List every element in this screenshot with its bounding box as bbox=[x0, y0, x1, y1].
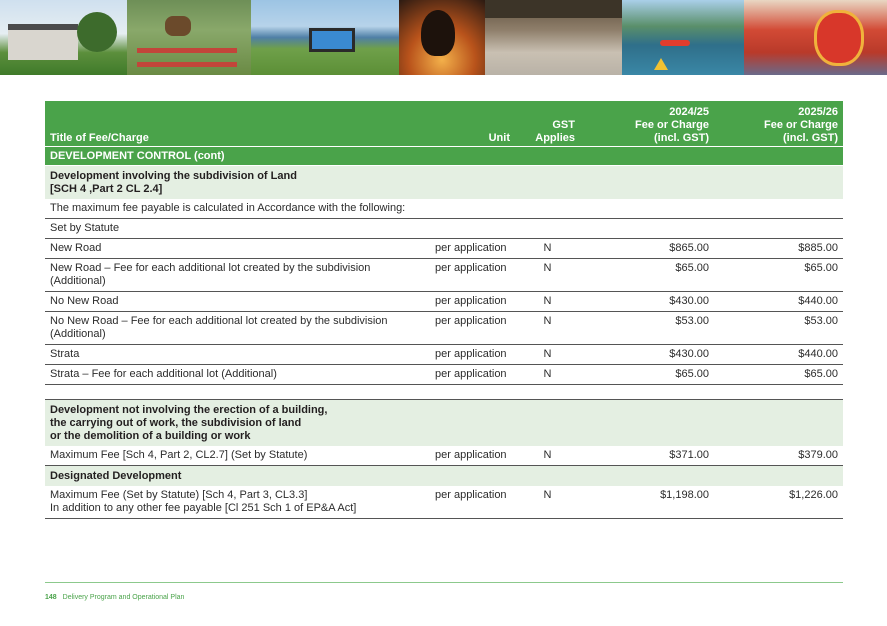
fee-title: Strata – Fee for each additional lot (Additional) bbox=[45, 365, 430, 385]
kookaburra-photo bbox=[399, 0, 485, 75]
table-row bbox=[45, 345, 843, 365]
table-row bbox=[45, 239, 843, 259]
fee-unit: per application bbox=[430, 239, 515, 259]
table-row bbox=[45, 259, 843, 292]
fee-2024-25: $865.00 bbox=[580, 239, 714, 259]
table-row bbox=[45, 486, 843, 519]
fee-title: New Road – Fee for each additional lot created by the subdivision (Additional) bbox=[45, 259, 430, 292]
fee-gst: N bbox=[515, 345, 580, 365]
table-header-row bbox=[45, 101, 843, 147]
fee-unit: per application bbox=[430, 446, 515, 466]
fee-gst: N bbox=[515, 365, 580, 385]
subheading-row bbox=[45, 466, 843, 487]
table-row bbox=[45, 219, 843, 239]
table-row bbox=[45, 312, 843, 345]
non-building-heading: Development not involving the erection of a building, the carrying out of work, the subdivision of land or the demolition of a building or work bbox=[45, 400, 843, 447]
fee-2025-26: $440.00 bbox=[714, 345, 843, 365]
fee-title: Maximum Fee (Set by Statute) [Sch 4, Part 3, CL3.3] In addition to any other fee payable [Cl 251 Sch 1 of EP&A Act] bbox=[45, 486, 430, 519]
col-header-title: Title of Fee/Charge bbox=[45, 101, 430, 147]
fee-2024-25: $53.00 bbox=[580, 312, 714, 345]
lion-dance-photo bbox=[744, 0, 887, 75]
header-photo-banner bbox=[0, 0, 887, 75]
subdivision-note: The maximum fee payable is calculated in Accordance with the following: bbox=[45, 199, 843, 219]
fee-title: Strata bbox=[45, 345, 430, 365]
fee-unit: per application bbox=[430, 345, 515, 365]
section-heading: DEVELOPMENT CONTROL (cont) bbox=[45, 147, 843, 166]
fee-2024-25: $65.00 bbox=[580, 259, 714, 292]
fee-gst: N bbox=[515, 486, 580, 519]
subdivision-statute: Set by Statute bbox=[45, 219, 843, 239]
fee-2025-26: $440.00 bbox=[714, 292, 843, 312]
fee-2024-25: $371.00 bbox=[580, 446, 714, 466]
subdivision-heading: Development involving the subdivision of Land [SCH 4 ,Part 2 CL 2.4] bbox=[45, 166, 843, 200]
subheading-row bbox=[45, 166, 843, 200]
table-row bbox=[45, 446, 843, 466]
col-header-fee-2025-26: 2025/26 Fee or Charge (incl. GST) bbox=[714, 101, 843, 147]
fee-2025-26: $885.00 bbox=[714, 239, 843, 259]
community-centre-photo bbox=[0, 0, 127, 75]
fee-gst: N bbox=[515, 446, 580, 466]
fee-gst: N bbox=[515, 259, 580, 292]
col-header-fee-2024-25: 2024/25 Fee or Charge (incl. GST) bbox=[580, 101, 714, 147]
fee-2024-25: $430.00 bbox=[580, 345, 714, 365]
designated-heading: Designated Development bbox=[45, 466, 843, 487]
fee-2025-26: $1,226.00 bbox=[714, 486, 843, 519]
fee-2024-25: $65.00 bbox=[580, 365, 714, 385]
col-header-gst: GST Applies bbox=[515, 101, 580, 147]
outdoor-yoga-photo bbox=[251, 0, 399, 75]
fee-unit: per application bbox=[430, 312, 515, 345]
fee-2025-26: $379.00 bbox=[714, 446, 843, 466]
table-row bbox=[45, 199, 843, 219]
page-number: 148 bbox=[45, 594, 57, 601]
fee-unit: per application bbox=[430, 292, 515, 312]
section-heading-row bbox=[45, 147, 843, 166]
fee-title: New Road bbox=[45, 239, 430, 259]
fee-title: No New Road – Fee for each additional lot created by the subdivision (Additional) bbox=[45, 312, 430, 345]
document-title: Delivery Program and Operational Plan bbox=[62, 594, 185, 601]
fee-unit: per application bbox=[430, 365, 515, 385]
fee-2025-26: $65.00 bbox=[714, 259, 843, 292]
fee-unit: per application bbox=[430, 486, 515, 519]
page-footer bbox=[45, 594, 184, 601]
col-header-unit: Unit bbox=[430, 101, 515, 147]
fee-2024-25: $1,198.00 bbox=[580, 486, 714, 519]
fee-2025-26: $53.00 bbox=[714, 312, 843, 345]
fee-2025-26: $65.00 bbox=[714, 365, 843, 385]
fee-title: No New Road bbox=[45, 292, 430, 312]
fee-gst: N bbox=[515, 292, 580, 312]
fee-gst: N bbox=[515, 239, 580, 259]
fee-unit: per application bbox=[430, 259, 515, 292]
spacer-row bbox=[45, 385, 843, 400]
kayaking-photo bbox=[622, 0, 744, 75]
table-row bbox=[45, 292, 843, 312]
fees-table bbox=[45, 101, 843, 519]
shopping-street-photo bbox=[485, 0, 622, 75]
footer-divider bbox=[45, 582, 843, 583]
fee-2024-25: $430.00 bbox=[580, 292, 714, 312]
dog-agility-photo bbox=[127, 0, 251, 75]
table-row bbox=[45, 365, 843, 385]
fee-gst: N bbox=[515, 312, 580, 345]
fee-title: Maximum Fee [Sch 4, Part 2, CL2.7] (Set by Statute) bbox=[45, 446, 430, 466]
subheading-row bbox=[45, 400, 843, 447]
